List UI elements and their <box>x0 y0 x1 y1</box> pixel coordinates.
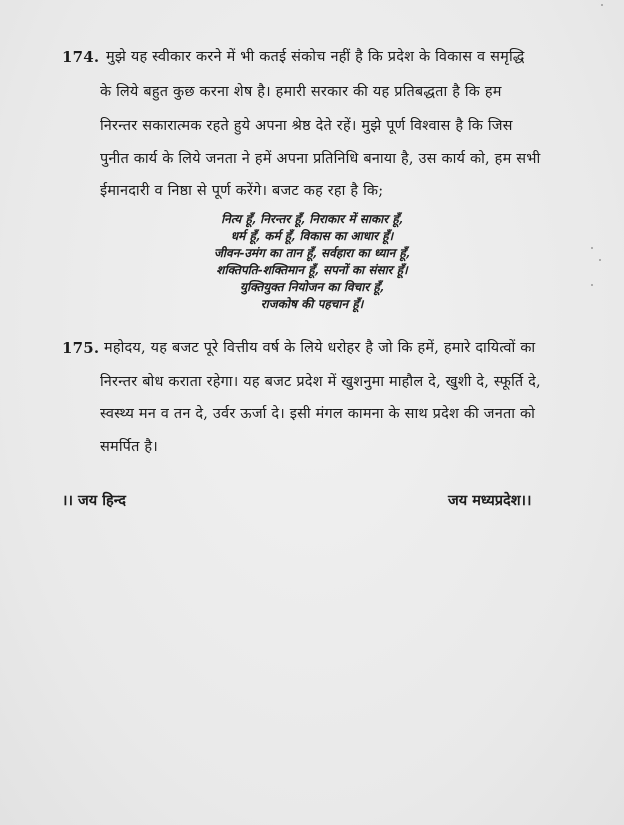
paragraph-line: निरन्तर बोध कराता रहेगा। यह बजट प्रदेश में खुशनुमा माहौल दे, खुशी दे, स्फूर्ति दे, <box>100 374 541 390</box>
verse-line: राजकोष की पहचान हूँ। <box>260 297 364 311</box>
paragraph-line: ईमानदारी व निष्ठा से पूर्ण करेंगे। बजट कह रहा है कि; <box>100 183 384 199</box>
paragraph-line: के लिये बहुत कुछ करना शेष है। हमारी सरकार की यह प्रतिबद्धता है कि हम <box>100 84 502 100</box>
verse-block <box>120 211 504 321</box>
paragraph-number: 175. <box>62 339 100 357</box>
paragraph-line: निरन्तर सकारात्मक रहते हुये अपना श्रेष्ठ देते रहें। मुझे पूर्ण विश्वास है कि जिस <box>100 118 513 134</box>
footer-jai-hind: ।। जय हिन्द <box>62 492 126 509</box>
verse-line: युक्तियुक्त नियोजन का विचार हूँ, <box>240 280 384 294</box>
paragraph-line: समर्पित है। <box>100 439 158 455</box>
paragraph-number: 174. <box>62 48 100 66</box>
scan-speck <box>599 259 601 261</box>
verse-line: शक्तिपति-शक्तिमान हूँ, सपनों का संसार हूँ। <box>216 263 408 277</box>
scan-speck <box>601 4 603 6</box>
paragraph-line: महोदय, यह बजट पूरे वित्तीय वर्ष के लिये धरोहर है जो कि हमें, हमारे दायित्वों का <box>104 340 536 356</box>
paragraph-line: मुझे यह स्वीकार करने में भी कतई संकोच नहीं है कि प्रदेश के विकास व समृद्धि <box>106 49 525 65</box>
footer-jai-madhyapradesh: जय मध्यप्रदेश।। <box>448 492 532 509</box>
scan-speck <box>591 284 593 286</box>
verse-line: जीवन-उमंग का तान हूँ, सर्वहारा का ध्यान हूँ, <box>214 246 410 260</box>
verse-line: धर्म हूँ, कर्म हूँ, विकास का आधार हूँ। <box>230 229 394 243</box>
verse-line: नित्य हूँ, निरन्तर हूँ, निराकार में साकार हूँ, <box>221 212 403 226</box>
scan-speck <box>591 247 593 249</box>
paragraph-line: पुनीत कार्य के लिये जनता ने हमें अपना प्रतिनिधि बनाया है, उस कार्य को, हम सभी <box>100 151 541 167</box>
paragraph-line: स्वस्थ्य मन व तन दे, उर्वर ऊर्जा दे। इसी मंगल कामना के साथ प्रदेश की जनता को <box>100 406 536 422</box>
